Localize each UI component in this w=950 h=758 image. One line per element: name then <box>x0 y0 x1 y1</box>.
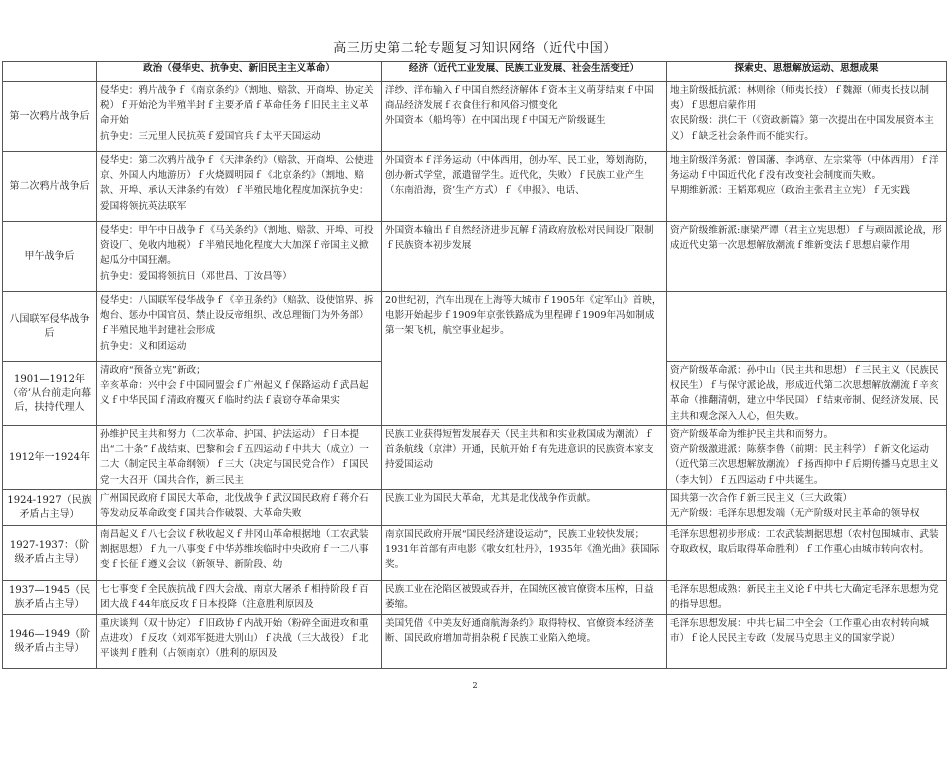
thought-cell-text: 国共第一次合作ｆ新三民主义（三大政策） 无产阶级：毛泽东思想发端（无产阶级对民主革命的领导权 <box>670 493 920 520</box>
politics-cell-text: 侵华史：第二次鸦片战争ｆ《天津条约》（赔款、开商埠、公使进京、外国人内地游历）ｆ火烧圆明园ｆ《北京条约》（割地、赔款、开埠、承认天津条约有效）ｆ半殖民地化程度加深抗争史：爱国将领抗英法联军 <box>100 155 374 212</box>
table-row <box>3 222 947 292</box>
period-cell <box>3 526 97 581</box>
politics-cell <box>97 362 382 426</box>
economy-cell-text: 民族工业在沦陷区被毁或吞并，在国统区被官僚资本压榨，日益萎缩。 <box>385 584 654 611</box>
table-row <box>3 152 947 222</box>
economy-cell <box>382 152 667 222</box>
thought-cell <box>667 526 947 581</box>
politics-cell <box>97 490 382 526</box>
economy-cell <box>382 222 667 292</box>
thought-cell <box>667 426 947 490</box>
politics-cell-text: 广州国民政府ｆ国民大革命，北伐战争ｆ武汉国民政府ｆ蒋介石等发动反革命政变ｆ国共合作破裂、大革命失败 <box>100 493 369 520</box>
thought-cell-text: 资产阶级维新派:康梁严谭（君主立宪思想）ｆ与顽固派论战，形成近代史第一次思想解放潮流ｆ维新变法ｆ思想启蒙作用 <box>670 225 942 252</box>
thought-cell-text: 毛泽东思想发展：中共七届二中全会（工作重心由农村转向城市）ｆ论人民民主专政（发展马克思主义的国家学说） <box>670 618 930 645</box>
table-row <box>3 615 947 669</box>
politics-cell-text: 侵华史：八国联军侵华战争ｆ《辛丑条约》（赔款、设使馆界、拆炮台、惩办中国官员、禁止设反帝组织、改总理衙门为外务部）ｆ半殖民地半封建社会形成 抗争史：义和团运动 <box>100 295 374 352</box>
thought-cell <box>667 152 947 222</box>
period-cell-text: 1946—1949（阶级矛盾占主导） <box>9 628 90 654</box>
thought-cell-text: 资产阶级革命为维护民主共和而努力。 资产阶级激进派：陈蔡李鲁（前期：民主科学）ｆ新文化运动（近代第三次思想解放潮流）ｆ扬西抑中ｆ后期传播马克思主义（李大钊）ｆ五四运动ｆ中共诞生。 <box>670 429 939 486</box>
period-cell-text: 八国联军侵华战争后 <box>9 313 90 339</box>
thought-cell-text: 毛泽东思想初步形成：工农武装割据思想（农村包围城市、武装夺取政权，取后取得革命胜利）ｆ工作重心由城市转向农村。 <box>670 529 939 556</box>
header-economy: 经济（近代工业发展、民族工业发展、社会生活变迁） <box>382 62 667 82</box>
period-cell <box>3 490 97 526</box>
politics-cell <box>97 615 382 669</box>
politics-cell <box>97 222 382 292</box>
economy-cell <box>382 526 667 581</box>
table-row <box>3 581 947 615</box>
period-cell <box>3 581 97 615</box>
economy-cell <box>382 615 667 669</box>
period-cell-text: 第一次鸦片战争后 <box>9 110 90 122</box>
period-cell <box>3 426 97 490</box>
economy-cell-text: 南京国民政府开展“国民经济建设运动”，民族工业较快发展；1931年首部有声电影《歌女红牡丹》，1935年《渔光曲》获国际奖。 <box>385 529 660 571</box>
thought-cell <box>667 615 947 669</box>
thought-cell <box>667 581 947 615</box>
header-thought: 探索史、思想解放运动、思想成果 <box>667 62 947 82</box>
thought-cell-text: 地主阶级抵抗派：林则徐（师夷长技）ｆ魏源（师夷长技以制夷）ｆ思想启蒙作用 农民阶级：洪仁干（《资政新篇》第一次提出在中国发展资本主义）ｆ缺乏社会条件而不能实行。 <box>670 85 934 142</box>
table-row <box>3 490 947 526</box>
page-title: 高三历史第二轮专题复习知识网络（近代中国） <box>333 41 617 56</box>
table-header-row <box>3 62 947 82</box>
economy-cell <box>382 292 667 426</box>
politics-cell-text: 重庆谈判（双十协定）ｆ旧政协ｆ内战开始（粉碎全面进攻和重点进攻）ｆ反攻（刘邓军挺进大别山）ｆ决战（三大战役）ｆ北平谈判ｆ胜利（占领南京）（胜利的原因及 <box>100 618 369 660</box>
table-row <box>3 82 947 152</box>
thought-cell <box>667 222 947 292</box>
header-politics: 政治（侵华史、抗争史、新旧民主主义革命） <box>97 62 382 82</box>
period-cell <box>3 152 97 222</box>
period-cell <box>3 292 97 362</box>
economy-cell-text: 20世纪初，汽车出现在上海等大城市ｆ1905年《定军山》首映，电影开始起步ｆ1909年京张铁路成为里程碑ｆ1909年冯如制成第一架飞机，航空事业起步。 <box>385 295 662 337</box>
politics-cell-text: 南昌起义ｆ八七会议ｆ秋收起义ｆ井冈山革命根据地（工农武装割据思想）ｆ九一八事变ｆ中华苏维埃临时中央政府ｆ一二八事变ｆ长征ｆ遵义会议（新领导、新阶段、幼 <box>100 529 369 571</box>
politics-cell <box>97 526 382 581</box>
period-cell-text: 1901—1912年（帝’从台前走向幕后，扶持代理人 <box>7 373 92 413</box>
thought-cell <box>667 292 947 362</box>
politics-cell <box>97 152 382 222</box>
thought-cell <box>667 362 947 426</box>
period-cell-text: 1927-1937：（阶级矛盾占主导） <box>9 540 90 565</box>
economy-cell-text: 洋纱、洋布输入ｆ中国自然经济解体ｆ资本主义萌芽结束ｆ中国商品经济发展ｆ衣食住行和风俗习惯变化 外国资本（船坞等）在中国出现ｆ中国无产阶级诞生 <box>385 85 654 127</box>
economy-cell-text: 民族工业为国民大革命，尤其是北伐战争作贡献。 <box>385 493 597 504</box>
table-row <box>3 426 947 490</box>
politics-cell <box>97 82 382 152</box>
economy-cell-text: 外国资本输出ｆ自然经济进步瓦解ｆ清政府放松对民间设厂限制ｆ民族资本初步发展 <box>385 225 654 252</box>
period-cell-text: 1937—1945（民族矛盾占主导） <box>9 584 90 610</box>
economy-cell-text: 外国资本ｆ洋务运动（中体西用，创办军、民工业，筹划海防，创办新式学堂，派遣留学生。近代化，失败）ｆ民族工业产生（东南沿海，资’生产方式）ｆ《申报》、电话、 <box>385 155 654 197</box>
period-cell-text: 1924-1927（民族矛盾占主导） <box>7 494 92 520</box>
politics-cell-text: 清政府“预备立宪”新政； 辛亥革命：兴中会ｆ中国同盟会ｆ广州起义ｆ保路运动ｆ武昌起义ｆ中华民国ｆ清政府覆灭ｆ临时约法ｆ袁窃夺革命果实 <box>100 365 369 407</box>
politics-cell <box>97 426 382 490</box>
thought-cell-text: 地主阶级洋务派：曾国藩、李鸿章、左宗棠等（中体西用）ｆ洋务运动ｆ中国近代化ｆ没有改变社会制度而失败。 早期维新派：王韬郑观应（政治主张君主立宪）ｆ无实践 <box>670 155 939 197</box>
knowledge-table <box>2 61 947 669</box>
politics-cell-text: 孙维护民主共和努力（二次革命、护国、护法运动）ｆ日本提出“二十条”ｆ战结束、巴黎和会ｆ五四运动ｆ中共大（成立）一二大（制定民主革命纲领）ｆ三大（决定与国民党合作）ｆ国民党一大召开（国共合作，新三民主 <box>100 429 369 486</box>
politics-cell-text: 七七事变ｆ全民族抗战ｆ四大会战、南京大屠杀ｆ相持阶段ｆ百团大战ｆ44年底反攻ｆ日本投降（注意胜利原因及 <box>100 584 369 611</box>
period-cell-text: 第二次鸦片战争后 <box>9 180 90 192</box>
politics-cell <box>97 581 382 615</box>
thought-cell-text: 毛泽东思想成熟：新民主主义论ｆ中共七大确定毛泽东思想为党的指导思想。 <box>670 584 939 611</box>
politics-cell-text: 侵华史：鸦片战争ｆ《南京条约》（割地、赔款、开商埠、协定关税）ｆ开始沦为半殖半封ｆ主要矛盾ｆ革命任务ｆ旧民主主义革命开始 抗争史：三元里人民抗英ｆ爱国官兵ｆ太平天国运动 <box>100 85 374 142</box>
thought-cell <box>667 490 947 526</box>
thought-cell <box>667 82 947 152</box>
table-row <box>3 292 947 362</box>
economy-cell-text: 美国凭借《中美友好通商航海条约》取得特权、官僚资本经济垄断、国民政府增加苛捐杂税ｆ民族工业陷入绝境。 <box>385 618 654 645</box>
table-row <box>3 526 947 581</box>
period-cell <box>3 362 97 426</box>
period-cell <box>3 615 97 669</box>
politics-cell <box>97 292 382 362</box>
economy-cell <box>382 490 667 526</box>
politics-cell-text: 侵华史：甲午中日战争ｆ《马关条约》（割地、赔款、开埠、可投资设厂、免收内地税）ｆ半殖民地化程度大大加深ｆ帝国主义掀起瓜分中国狂潮。 抗争史：爱国将领抗日（邓世昌、丁汝昌等） <box>100 225 374 282</box>
economy-cell <box>382 82 667 152</box>
economy-cell-text: 民族工业获得短暂发展春天（民主共和和实业救国成为潮流）ｆ首条航线（京津）开通，民航开始ｆ有先进意识的民族资本家支持爱国运动 <box>385 429 654 471</box>
thought-cell-text: 资产阶级革命派：孙中山（民主共和思想）ｆ三民主义（民族民权民生）ｆ与保守派论战，形成近代第二次思想解放潮流ｆ辛亥革命（推翻清朝，建立中华民国）ｆ结束帝制、促经济发展、民主共和观念深入人心，但失败。 <box>670 365 939 422</box>
period-cell-text: 1912年一1924年 <box>9 451 90 463</box>
header-period <box>3 62 97 82</box>
page-number: 2 <box>472 681 478 690</box>
economy-cell <box>382 426 667 490</box>
economy-cell <box>382 581 667 615</box>
period-cell <box>3 82 97 152</box>
period-cell-text: 甲午战争后 <box>24 250 75 262</box>
period-cell <box>3 222 97 292</box>
